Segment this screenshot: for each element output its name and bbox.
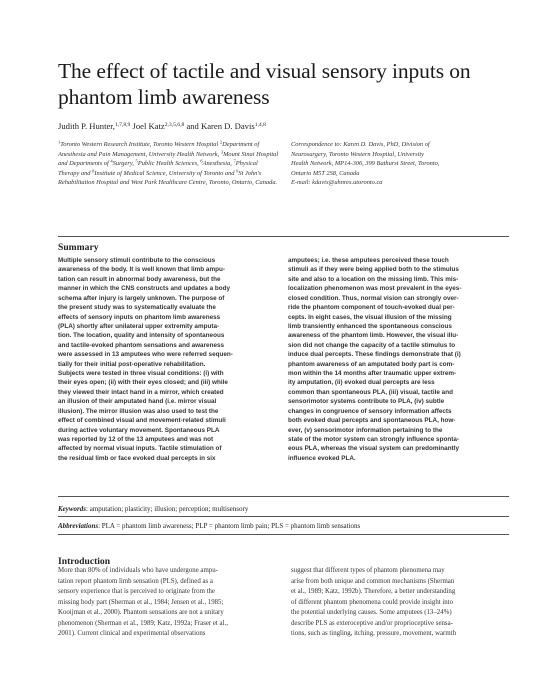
affiliation-text: Surgery, bbox=[112, 160, 136, 167]
summary-line: closed condition. Thus, normal vision can strongly over- bbox=[288, 294, 459, 302]
keywords-text: : amputation; plasticity; illusion; perception; multisensory bbox=[86, 505, 249, 513]
summary-line: common than spontaneous PLA, (iii) visual, tactile and bbox=[288, 388, 453, 396]
summary-line: affected by normal visual inputs. Tactile stimulation of bbox=[58, 445, 222, 453]
affiliation-mark: 2 bbox=[219, 139, 223, 145]
abbreviations-text: : PLA = phantom limb awareness; PLP = phantom limb pain; PLS = phantom limb sensations bbox=[98, 522, 361, 530]
affiliation-text: Anesthesia, bbox=[202, 160, 234, 167]
summary-line: ity amputation, (ii) evoked dual percepts are less bbox=[288, 379, 435, 387]
summary-line: influence evoked PLA. bbox=[288, 454, 356, 462]
author-affiliation-marks: 1,7,8,9 bbox=[114, 122, 131, 128]
correspondence-block bbox=[291, 140, 506, 188]
intro-line: 2001). Current clinical and experimental observations bbox=[58, 630, 206, 637]
keywords-line bbox=[58, 505, 248, 513]
summary-line: state of the motor system can strongly influence sponta- bbox=[288, 436, 459, 444]
correspondence-line: Ontario M5T 2S8, Canada bbox=[291, 169, 360, 177]
summary-line: they viewed their intact hand in a mirror, which created bbox=[58, 388, 224, 396]
summary-line: ride the phantom component of touch-evoked dual per- bbox=[288, 304, 455, 312]
affiliation-text: Toronto Western Research Institute, Toronto Western Hospital bbox=[60, 141, 220, 148]
author-name: and Karen D. Davis bbox=[184, 121, 255, 131]
summary-column-right bbox=[288, 256, 509, 463]
affiliation-text: St John's Rehabilitation Hospital and West Park Healthcare Centre, Toronto, Ontario, Canada. bbox=[58, 169, 278, 186]
summary-line: effect of combined visual and movement-related stimuli bbox=[58, 417, 226, 425]
introduction-heading: Introduction bbox=[58, 556, 111, 567]
intro-line: arise from both unique and common mechanisms (Sherman bbox=[291, 577, 455, 585]
summary-line: manner in which the CNS constructs and updates a body bbox=[58, 285, 231, 293]
summary-line: site and also to a location on the missing limb. This mis- bbox=[288, 275, 459, 283]
summary-line: eous PLA, whereas the visual system can predominantly bbox=[288, 445, 459, 453]
intro-line: suggest that different types of phantom phenomena may bbox=[291, 567, 445, 574]
summary-line: awareness of the body. It is well known that limb ampu- bbox=[58, 266, 225, 274]
summary-line: schema after injury is largely unknown. The purpose of bbox=[58, 294, 225, 302]
affiliation-mark: 4 bbox=[110, 158, 113, 164]
summary-line: sion did not change the capacity of a tactile stimulus to bbox=[288, 341, 456, 349]
summary-line: both evoked dual percepts and spontaneous PLA, how- bbox=[288, 417, 456, 425]
affiliation-text: Mount Sinai Hospital and Departments of bbox=[58, 150, 279, 167]
correspondence-line: Correspondence to: Karen D. Davis, PhD, Division of bbox=[291, 141, 430, 148]
summary-line: tially for their initial post-operative rehabilitation. bbox=[58, 360, 206, 368]
summary-line: the present study was to systematically evaluate the bbox=[58, 304, 216, 312]
introduction-column-left bbox=[58, 566, 277, 640]
affiliation-mark: 3 bbox=[220, 149, 224, 154]
summary-line: localization phenomenon was most prevalent in the eyes- bbox=[288, 285, 462, 293]
affiliation-mark: 6 bbox=[200, 158, 203, 164]
keywords-divider bbox=[58, 516, 509, 517]
author-affiliation-marks: 2,3,5,6,8 bbox=[164, 122, 185, 128]
summary-line: stimuli as if they were being applied both to the stimulus bbox=[288, 266, 459, 274]
summary-divider bbox=[58, 496, 509, 497]
summary-line: tation can result in abnormal body awareness, but the bbox=[58, 275, 221, 283]
summary-column-left bbox=[58, 256, 275, 463]
summary-line: an illusion of their amputated hand (i.e. mirror visual bbox=[58, 398, 217, 406]
intro-line: More than 80% of individuals who have undergone ampu- bbox=[58, 567, 218, 574]
affiliation-mark: 5 bbox=[135, 158, 138, 164]
affiliation-mark: 9 bbox=[236, 168, 239, 173]
summary-line: and tactile-evoked phantom sensations and awareness bbox=[58, 341, 225, 349]
author-name: Judith P. Hunter, bbox=[58, 121, 115, 131]
summary-line: (PLA) shortly after unilateral upper extremity amputa- bbox=[58, 322, 220, 330]
summary-line: awareness of the phantom limb. However, the visual illu- bbox=[288, 332, 459, 340]
summary-line: tion. The location, quality and intensity of spontaneous bbox=[58, 332, 225, 340]
header-divider bbox=[58, 236, 509, 237]
intro-line: the potential underlying causes. Some amputees (13–24%) bbox=[291, 609, 452, 616]
summary-line: changes in congruence of sensory information affects bbox=[288, 407, 452, 415]
summary-line: mon within the 14 months after traumatic upper extrem- bbox=[288, 370, 457, 378]
summary-line: limb transiently enhanced the spontaneous conscious bbox=[288, 322, 452, 330]
summary-line: during active voluntary movement. Spontaneous PLA bbox=[58, 426, 220, 434]
summary-line: the residual limb or face evoked dual percepts in six bbox=[58, 454, 216, 462]
correspondence-line: Neurosurgery, Toronto Western Hospital, University bbox=[291, 150, 425, 158]
summary-line: their eyes open; (ii) with their eyes closed; and (iii) while bbox=[58, 379, 228, 387]
summary-line: cepts. In eight cases, the visual illusion of the missing bbox=[288, 313, 452, 321]
intro-line: of different phantom phenomena could provide insight into bbox=[291, 598, 453, 606]
summary-line: amputees; i.e. these amputees perceived these touch bbox=[288, 257, 449, 264]
abbreviations-divider bbox=[58, 534, 509, 535]
affiliation-mark: 1 bbox=[58, 139, 61, 145]
affiliation-text: Physical Therapy and bbox=[58, 160, 258, 177]
introduction-column-right bbox=[291, 566, 509, 640]
summary-heading: Summary bbox=[58, 242, 99, 253]
abbreviations-line bbox=[58, 522, 360, 530]
intro-line: tions, such as tingling, itching, pressure, movement, warmth bbox=[291, 630, 456, 637]
correspondence-email: E-mail: kdavis@uhnres.utoronto.ca bbox=[291, 179, 383, 186]
affiliation-text: Department of Anesthesia and Pain Management, University Health Network, bbox=[58, 141, 260, 158]
author-line bbox=[58, 121, 528, 132]
abbreviations-label: Abbreviations bbox=[58, 522, 99, 530]
summary-line: phantom awareness of an amputated body part is com- bbox=[288, 360, 455, 368]
intro-line: tation report phantom limb sensation (PLS), defined as a bbox=[58, 577, 213, 585]
intro-line: describe PLS as exteroceptive and/or proprioceptive sensa- bbox=[291, 619, 453, 627]
intro-line: et al., 1989; Katz, 1992b). Therefore, a better understanding bbox=[291, 588, 456, 595]
summary-line: were assessed in 13 amputees who were referred sequen- bbox=[58, 351, 233, 359]
intro-line: sensory experience that is perceived to originate from the bbox=[58, 588, 215, 595]
affiliations bbox=[58, 140, 280, 188]
summary-line: Subjects were tested in three visual conditions: (i) with bbox=[58, 370, 224, 378]
summary-line: illusion). The mirror illusion was also used to test the bbox=[58, 407, 219, 415]
affiliation-mark: 8 bbox=[92, 168, 95, 173]
affiliation-text: Institute of Medical Science, University of Toronto and bbox=[94, 169, 237, 177]
keywords-label: Keywords bbox=[58, 505, 86, 513]
intro-line: phenomenon (Sherman et al., 1989; Katz, 1992a; Fraser et al., bbox=[58, 619, 228, 627]
author-name: Joel Katz bbox=[130, 121, 165, 131]
affiliation-mark: 7 bbox=[233, 158, 236, 164]
article-title: The effect of tactile and visual sensory inputs on phantom limb awareness bbox=[58, 59, 471, 109]
summary-line: sensorimotor systems contribute to PLA, (iv) subtle bbox=[288, 398, 445, 406]
intro-line: Kooijman et al., 2000). Phantom sensations are not a unitary bbox=[58, 609, 224, 616]
summary-line: Multiple sensory stimuli contribute to the conscious bbox=[58, 257, 216, 264]
intro-line: missing body part (Sherman et al., 1984; Jensen et al., 1985; bbox=[58, 598, 224, 606]
summary-line: effects of sensory inputs on phantom limb awareness bbox=[58, 313, 221, 321]
summary-line: was reported by 12 of the 13 amputees and was not bbox=[58, 436, 214, 444]
author-affiliation-marks: 1,4,8 bbox=[254, 122, 266, 128]
affiliation-text: Public Health Sciences, bbox=[137, 160, 201, 167]
summary-line: ever, (v) sensorimotor information pertaining to the bbox=[288, 426, 443, 434]
summary-line: induce dual percepts. These findings demonstrate that (i) bbox=[288, 351, 461, 359]
correspondence-line: Health Network, MP14-306, 399 Bathurst Street, Toronto, bbox=[291, 160, 440, 167]
